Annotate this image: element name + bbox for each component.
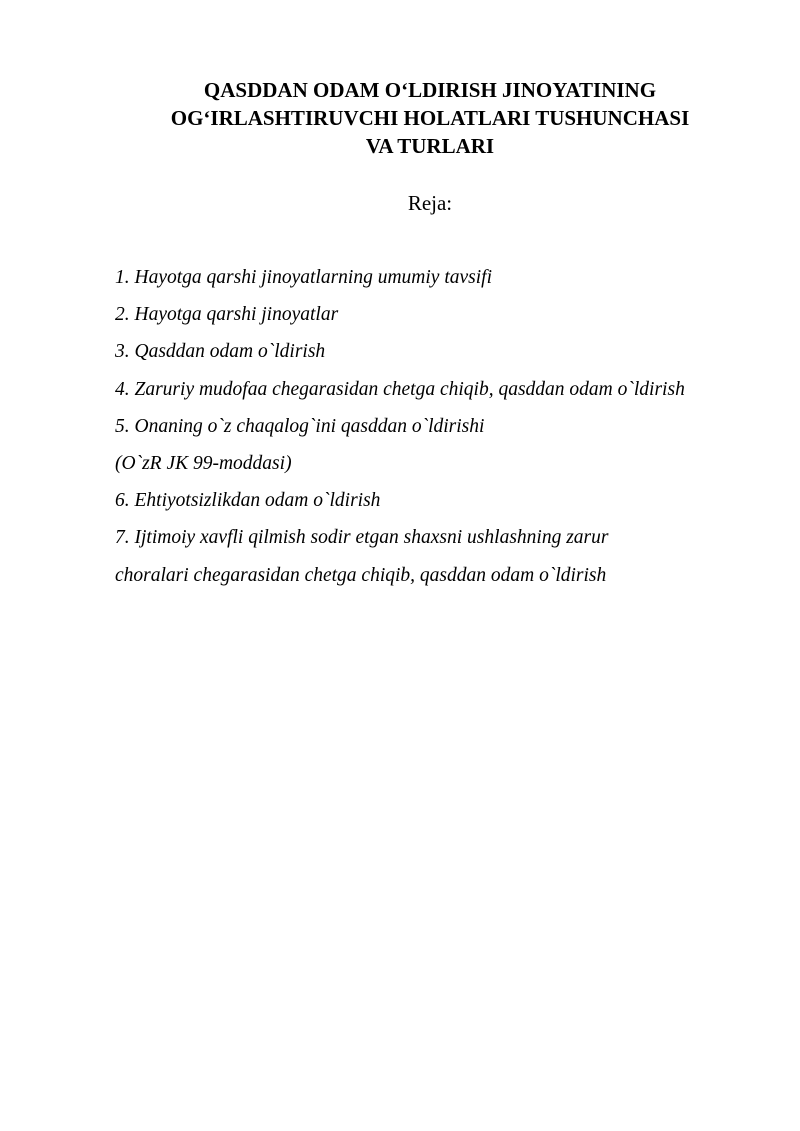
plan-heading: Reja: [407, 191, 453, 215]
plan-line-2: 2. Hayotga qarshi jinoyatlar [115, 304, 339, 326]
plan-line-8: 7. Ijtimoiy xavfli qilmish sodir etgan shaxsni ushlashning zarur [115, 527, 609, 549]
document-title [100, 76, 760, 160]
plan-list [115, 263, 785, 598]
plan-line-6: (O`zR JK 99-moddasi) [115, 452, 292, 474]
plan-line-1: 1. Hayotga qarshi jinoyatlarning umumiy tavsifi [115, 267, 492, 288]
title-line-1: QASDDAN ODAM O‘LDIRISH JINOYATINING [203, 78, 657, 102]
plan-line-9: choralari chegarasidan chetga chiqib, qasddan odam o`ldirish [115, 564, 607, 586]
title-line-3: VA TURLARI [365, 134, 495, 158]
plan-line-3: 3. Qasddan odam o`ldirish [115, 341, 326, 363]
plan-line-7: 6. Ehtiyotsizlikdan odam o`ldirish [115, 490, 381, 512]
plan-line-4: 4. Zaruriy mudofaa chegarasidan chetga chiqib, qasddan odam o`ldirish [115, 378, 685, 400]
plan-line-5: 5. Onaning o`z chaqalog`ini qasddan o`ldirishi [115, 415, 485, 437]
title-line-2: OG‘IRLASHTIRUVCHI HOLATLARI TUSHUNCHASI [170, 106, 690, 130]
